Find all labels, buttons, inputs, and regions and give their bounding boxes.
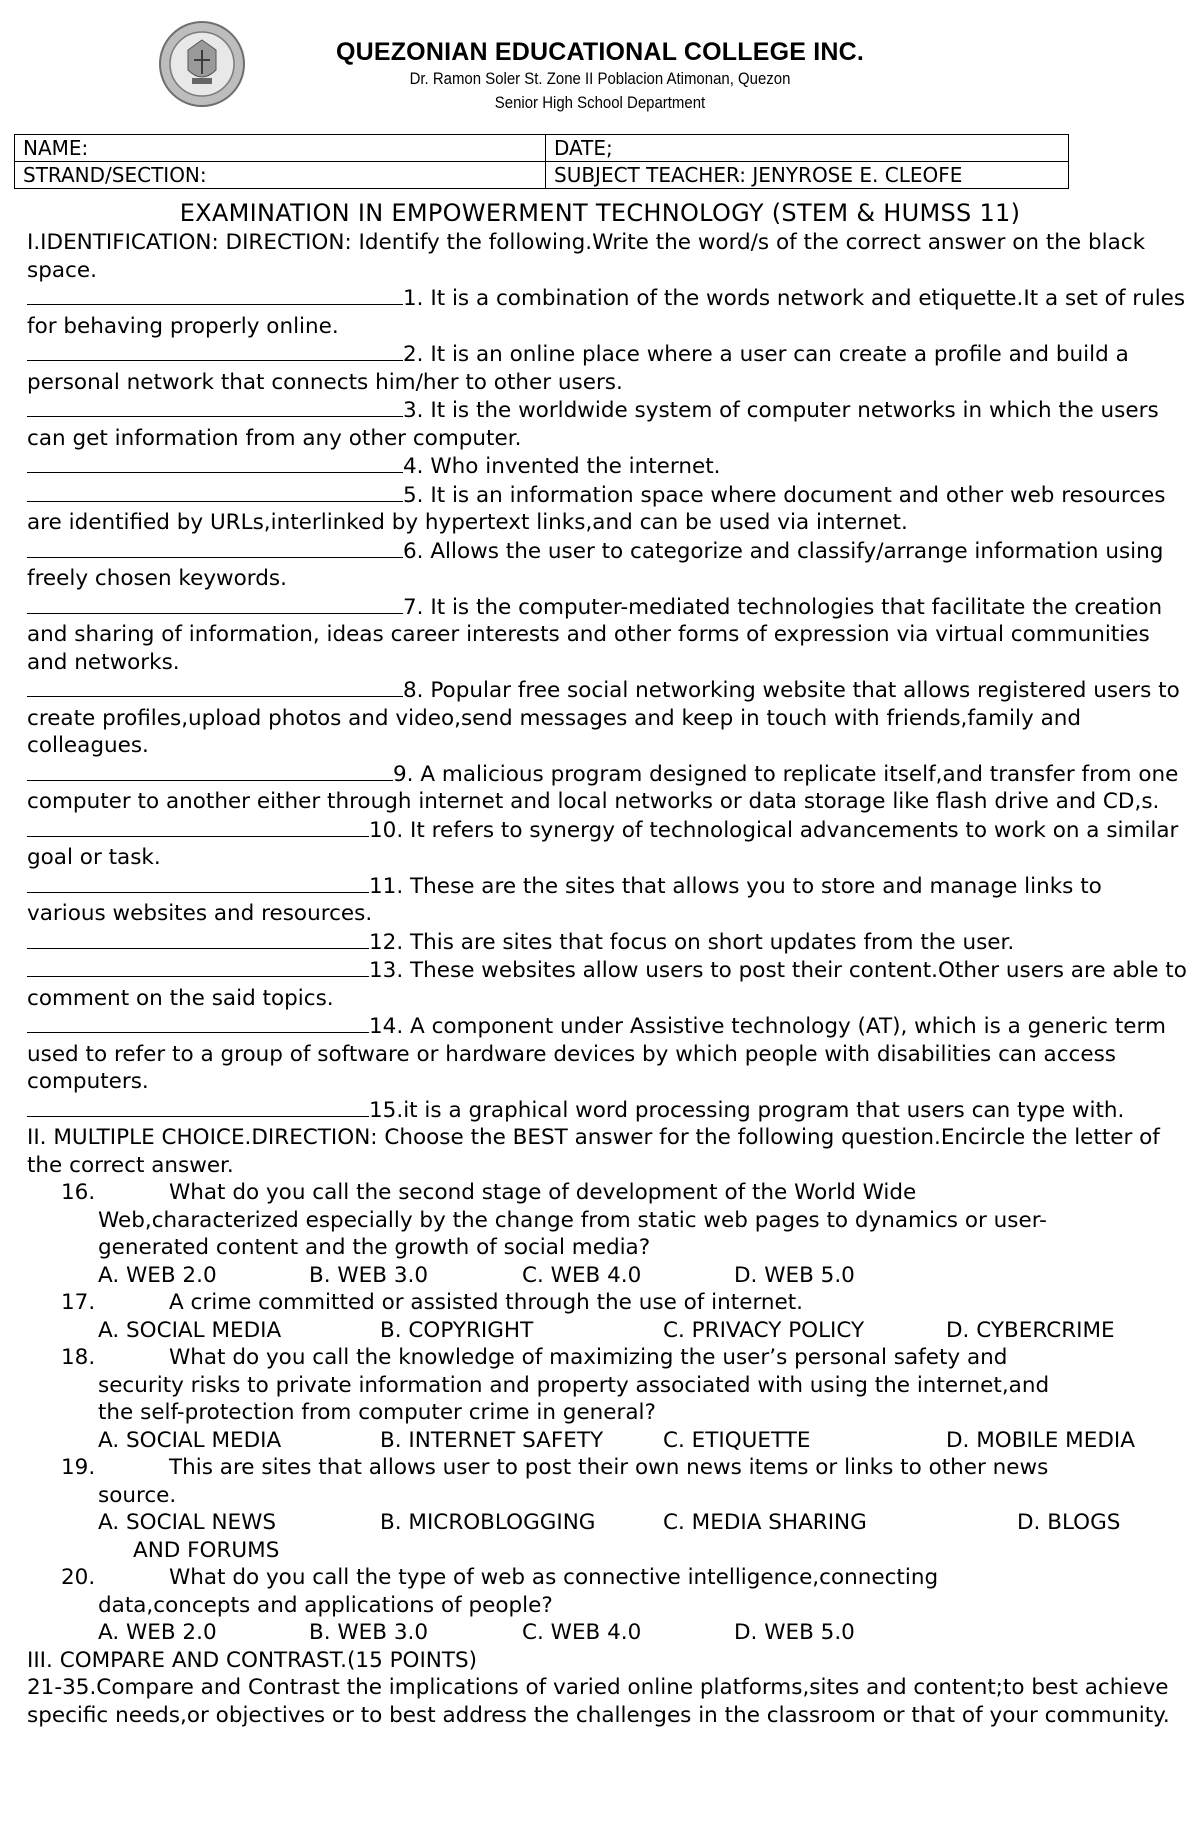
choice-a[interactable]: A. WEB 2.0: [98, 1262, 217, 1288]
answer-blank[interactable]: [27, 284, 403, 305]
school-header: [250, 38, 950, 115]
part3-prompt: 21-35.Compare and Contrast the implications of varied online platforms,sites and content;to best achieve specific needs,or objectives or to best address the challenges in the classroom or that of your community.: [27, 1675, 1170, 1728]
question-number: 19.: [61, 1455, 96, 1480]
question-text-cont: source.: [98, 1482, 177, 1508]
question-number: 17.: [61, 1290, 96, 1315]
choice-a[interactable]: A. SOCIAL MEDIA: [98, 1317, 282, 1343]
question-text-cont: generated content and the growth of social media?: [98, 1235, 651, 1260]
identification-item: 7. It is the computer-mediated technologies that facilitate the creation and sharing of information, ideas career interests and other forms of expression via virtual communities and networks.: [27, 594, 1163, 675]
identification-item: 13. These websites allow users to post their content.Other users are able to comment on the said topics.: [27, 958, 1187, 1011]
choice-a[interactable]: A. SOCIAL NEWS: [98, 1510, 277, 1535]
school-seal-icon: [158, 20, 246, 108]
choices-row: [27, 1427, 1187, 1455]
exam-title: EXAMINATION IN EMPOWERMENT TECHNOLOGY (STEM & HUMSS 11): [179, 199, 1021, 227]
answer-blank[interactable]: [27, 593, 403, 614]
answer-blank[interactable]: [27, 481, 403, 502]
question-text-cont: Web,characterized especially by the change from static web pages to dynamics or user-: [98, 1207, 1047, 1233]
question-number: 16.: [61, 1180, 96, 1205]
choice-c[interactable]: C. PRIVACY POLICY: [663, 1317, 865, 1343]
identification-item: 1. It is a combination of the words network and etiquette.It a set of rules for behaving properly online.: [27, 286, 1186, 339]
question-number: 20.: [61, 1565, 96, 1590]
choice-b[interactable]: B. WEB 3.0: [309, 1262, 429, 1288]
answer-blank[interactable]: [27, 872, 369, 893]
answer-blank[interactable]: [27, 537, 403, 558]
identification-item: 3. It is the worldwide system of computer networks in which the users can get information from any other computer.: [27, 398, 1159, 451]
choice-d[interactable]: D. BLOGS: [1017, 1510, 1121, 1535]
mc-question: [27, 1454, 1187, 1564]
question-text-cont: security risks to private information and property associated with using the internet,and: [98, 1372, 1050, 1398]
identification-item: 5. It is an information space where document and other web resources are identified by URLs,interlinked by hypertext links,and can be used via internet.: [27, 482, 1166, 535]
identification-item: 6. Allows the user to categorize and classify/arrange information using freely chosen keywords.: [27, 538, 1164, 591]
answer-blank[interactable]: [27, 676, 403, 697]
mc-question: [27, 1344, 1187, 1454]
identification-item: 15.it is a graphical word processing program that users can type with.: [27, 1096, 1187, 1125]
choice-c[interactable]: C. MEDIA SHARING: [663, 1510, 867, 1535]
mc-question: [27, 1179, 1187, 1289]
identification-item: 4. Who invented the internet.: [27, 452, 1187, 481]
choices-row: [27, 1317, 1187, 1345]
answer-blank[interactable]: [27, 396, 403, 417]
answer-blank[interactable]: [27, 928, 369, 949]
exam-body: [27, 229, 1187, 1729]
answer-blank[interactable]: [27, 760, 393, 781]
school-name: QUEZONIAN EDUCATIONAL COLLEGE INC.: [335, 38, 865, 66]
identification-item: 8. Popular free social networking website that allows registered users to create profiles,upload photos and video,send messages and keep in touch with friends,family and colleagues.: [27, 678, 1180, 758]
choice-d[interactable]: D. CYBERCRIME: [946, 1317, 1115, 1343]
student-info-table: [14, 134, 1069, 189]
question-text: This are sites that allows user to post their own news items or links to other news: [169, 1455, 1049, 1480]
identification-item: 9. A malicious program designed to replicate itself,and transfer from one computer to another either through internet and local networks or data storage like flash drive and CD,s.: [27, 761, 1179, 814]
choice-a[interactable]: A. SOCIAL MEDIA: [98, 1427, 282, 1453]
choices-row: [27, 1262, 1187, 1290]
choice-d[interactable]: D. WEB 5.0: [734, 1620, 855, 1645]
choice-b[interactable]: B. MICROBLOGGING: [380, 1510, 596, 1535]
choice-d-cont: AND FORUMS: [133, 1537, 280, 1563]
choice-c[interactable]: C. ETIQUETTE: [663, 1427, 811, 1453]
answer-blank[interactable]: [27, 956, 369, 977]
date-field[interactable]: DATE;: [546, 135, 1069, 162]
part2-heading: II. MULTIPLE CHOICE.DIRECTION: Choose the BEST answer for the following question.Encircle the letter of the correct answer.: [27, 1125, 1160, 1178]
question-text: What do you call the knowledge of maximizing the user’s personal safety and: [169, 1345, 1008, 1370]
choice-b[interactable]: B. WEB 3.0: [309, 1620, 429, 1645]
question-text-cont: data,concepts and applications of people?: [98, 1592, 553, 1618]
name-field[interactable]: NAME:: [15, 135, 546, 162]
choice-b[interactable]: B. INTERNET SAFETY: [380, 1427, 604, 1453]
answer-blank[interactable]: [27, 1012, 369, 1033]
answer-blank[interactable]: [27, 452, 403, 473]
identification-item: 11. These are the sites that allows you to store and manage links to various websites and resources.: [27, 873, 1102, 926]
part3-heading: III. COMPARE AND CONTRAST.(15 POINTS): [27, 1647, 478, 1673]
choice-d[interactable]: D. MOBILE MEDIA: [946, 1427, 1135, 1453]
choice-d[interactable]: D. WEB 5.0: [734, 1262, 855, 1288]
choices-row: [27, 1619, 1187, 1647]
choice-c[interactable]: C. WEB 4.0: [522, 1620, 642, 1645]
identification-item: 10. It refers to synergy of technological advancements to work on a similar goal or task.: [27, 817, 1179, 870]
school-address: Dr. Ramon Soler St. Zone II Poblacion Atimonan, Quezon: [409, 69, 791, 88]
part1-heading: I.IDENTIFICATION: DIRECTION: Identify the following.Write the word/s of the correct answer on the black space.: [27, 230, 1146, 283]
choice-c[interactable]: C. WEB 4.0: [522, 1262, 642, 1288]
subject-teacher-field: SUBJECT TEACHER: JENYROSE E. CLEOFE: [546, 162, 1069, 189]
question-text: What do you call the type of web as connective intelligence,connecting: [169, 1565, 939, 1590]
identification-item: 14. A component under Assistive technology (AT), which is a generic term used to refer to a group of software or hardware devices by which people with disabilities can access computers.: [27, 1014, 1166, 1094]
question-text: What do you call the second stage of development of the World Wide: [169, 1180, 917, 1205]
mc-question: [27, 1564, 1187, 1647]
answer-blank[interactable]: [27, 816, 369, 837]
question-number: 18.: [61, 1345, 96, 1370]
identification-item: 2. It is an online place where a user can create a profile and build a personal network that connects him/her to other users.: [27, 342, 1129, 395]
school-department: Senior High School Department: [494, 93, 706, 112]
strand-section-field[interactable]: STRAND/SECTION:: [15, 162, 546, 189]
question-text-cont: the self-protection from computer crime in general?: [98, 1400, 656, 1425]
mc-question: [27, 1289, 1187, 1344]
identification-item: 12. This are sites that focus on short updates from the user.: [27, 928, 1187, 957]
choices-row: [27, 1509, 1187, 1537]
question-text: A crime committed or assisted through the use of internet.: [169, 1290, 804, 1315]
choice-a[interactable]: A. WEB 2.0: [98, 1620, 217, 1645]
choice-b[interactable]: B. COPYRIGHT: [380, 1317, 534, 1343]
answer-blank[interactable]: [27, 340, 403, 361]
answer-blank[interactable]: [27, 1096, 369, 1117]
